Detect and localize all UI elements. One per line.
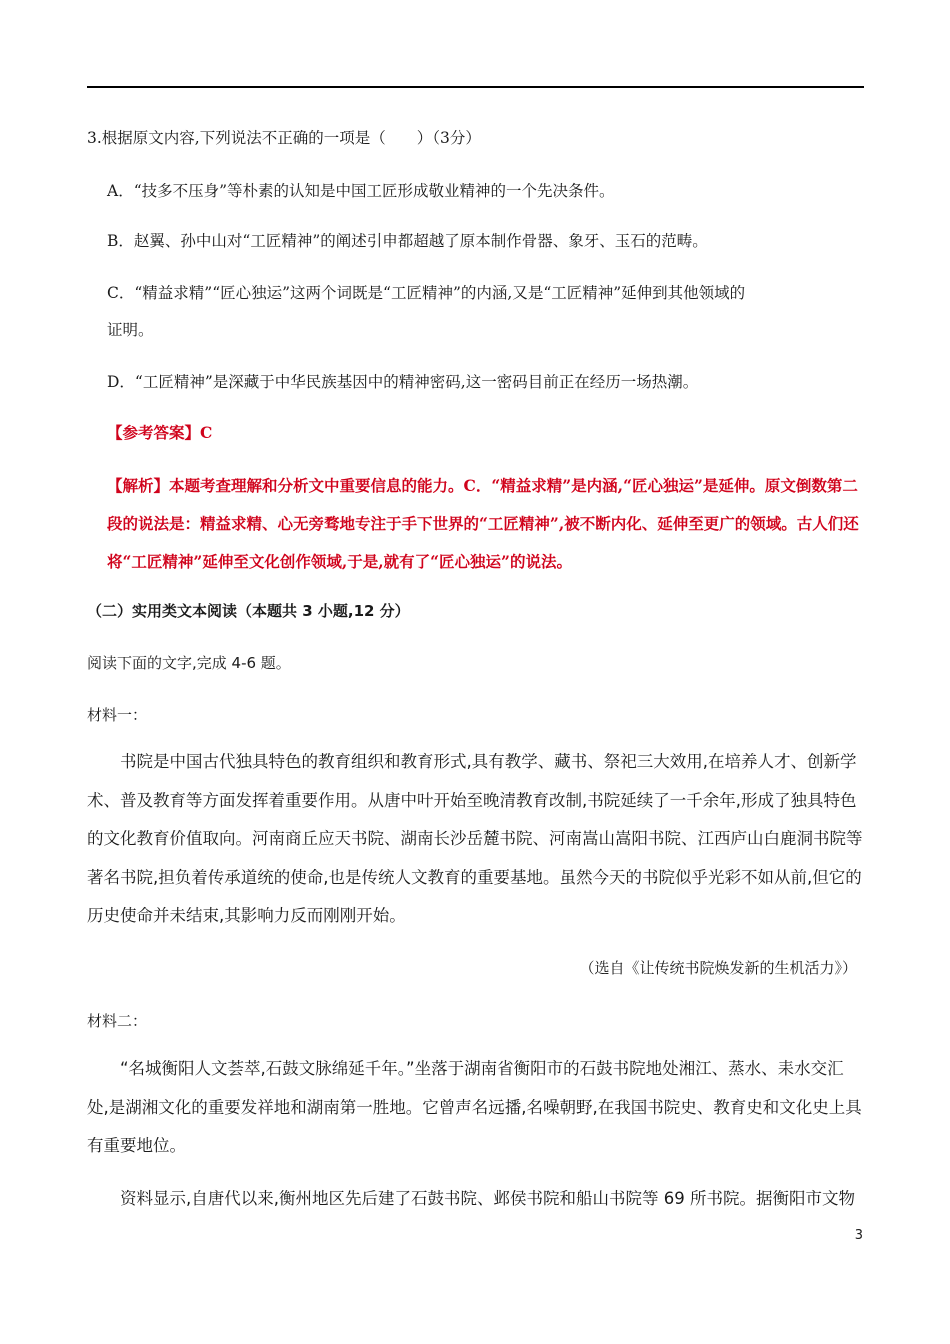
option-b: B．赵翼、孙中山对“工匠精神”的阐述引申都超越了原本制作骨器、象牙、玉石的范畴。 xyxy=(107,232,708,250)
option-c-line2: 证明。 xyxy=(107,321,154,339)
material2-para2: 资料显示,自唐代以来,衡州地区先后建了石鼓书院、邺侯书院和船山书院等 69 所书院。据衡阳市文物 xyxy=(120,1189,855,1208)
question-stem: 3.根据原文内容,下列说法不正确的一项是（ ）（3分） xyxy=(87,129,481,147)
answer-value: C xyxy=(200,423,213,442)
option-c-line1: C．“精益求精”“匠心独运”这两个词既是“工匠精神”的内涵,又是“工匠精神”延伸到其他领域的 xyxy=(107,284,746,302)
material1-source: （选自《让传统书院焕发新的生机活力》） xyxy=(579,959,857,977)
option-d: D．“工匠精神”是深藏于中华民族基因中的精神密码,这一密码目前正在经历一场热潮。 xyxy=(107,373,699,391)
material2-para1: “名城衡阳人文荟萃,石鼓文脉绵延千年。”坐落于湖南省衡阳市的石鼓书院地处湘江、蒸水、耒水交汇处,是湖湘文化的重要发祥地和湖南第一胜地。它曾声名远播,名噪朝野,在我国书院史、教育史和文化史上具有重要地位。 xyxy=(87,1059,862,1155)
section-heading: （二）实用类文本阅读（本题共 3 小题,12 分） xyxy=(87,602,410,620)
material1-label: 材料一： xyxy=(87,706,148,724)
answer-line xyxy=(87,414,864,451)
material1-text: 书院是中国古代独具特色的教育组织和教育形式,具有教学、藏书、祭祀三大效用,在培养人才、创新学术、普及教育等方面发挥着重要作用。从唐中叶开始至晚清教育改制,书院延续了一千余年,形成了独具特色的文化教育价值取向。河南商丘应天书院、湖南长沙岳麓书院、河南嵩山嵩阳书院、江西庐山白鹿洞书院等著名书院,担负着传承道统的使命,也是传统人文教育的重要基地。虽然今天的书院似乎光彩不如从前,但它的历史使命并未结束,其影响力反而刚刚开始。 xyxy=(87,752,863,925)
analysis-text: 本题考查理解和分析文中重要信息的能力。C．“精益求精”是内涵,“匠心独运”是延伸。原文倒数第二段的说法是：精益求精、心无旁骛地专注于手下世界的“工匠精神”,被不断内化、延伸至更广的领域。古人们还将“工匠精神”延伸至文化创作领域,于是,就有了“匠心独运”的说法。 xyxy=(107,476,859,571)
material2-label: 材料二： xyxy=(87,1012,148,1030)
answer-label: 【参考答案】 xyxy=(107,423,201,442)
section-instruction: 阅读下面的文字,完成 4-6 题。 xyxy=(87,654,291,672)
analysis-block xyxy=(87,467,864,581)
header-rule xyxy=(87,86,864,88)
page-number: 3 xyxy=(854,1228,863,1243)
option-a: A．“技多不压身”等朴素的认知是中国工匠形成敬业精神的一个先决条件。 xyxy=(107,182,615,200)
analysis-label: 【解析】 xyxy=(107,476,170,495)
